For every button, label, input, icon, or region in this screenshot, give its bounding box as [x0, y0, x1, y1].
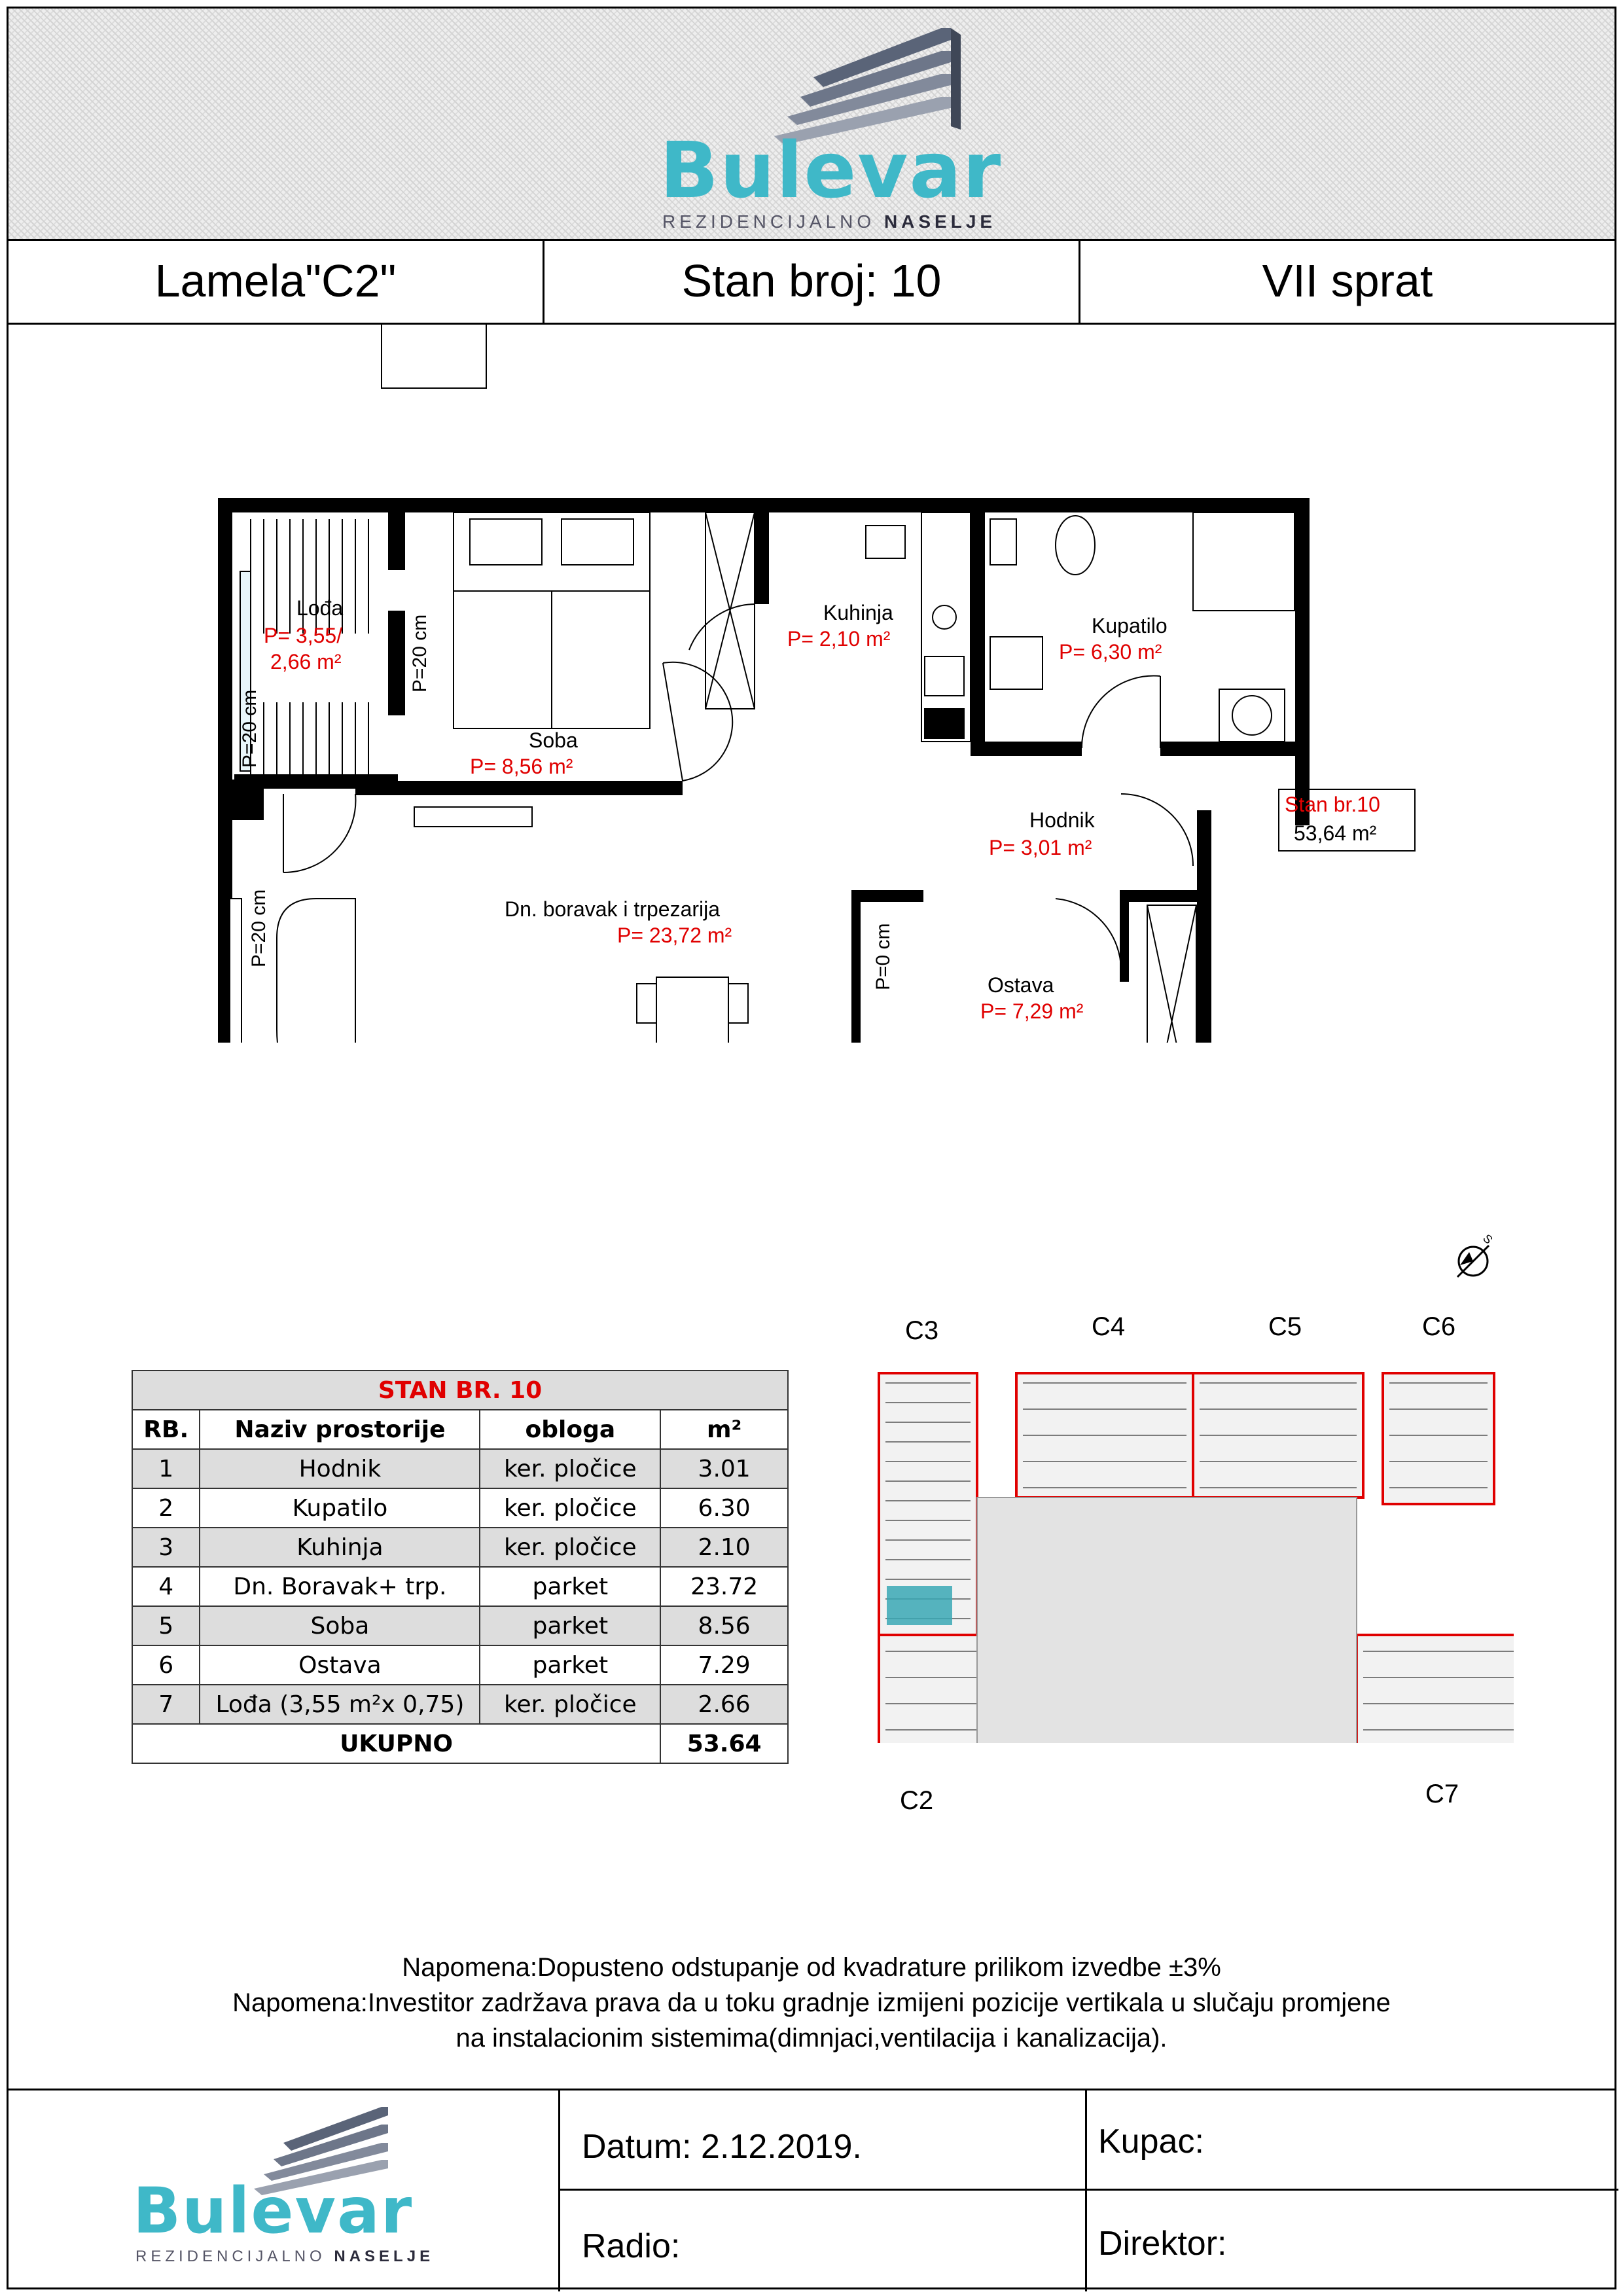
site-label-c2: C2 — [900, 1786, 934, 1815]
wall-ostava-top-r — [1128, 890, 1200, 902]
stan-area-box — [1278, 789, 1416, 852]
note-line: na instalacionim sistemima(dimnjaci,ventilacija i kanalizacija). — [455, 2024, 1168, 2053]
dim-p20-soba: P=20 cm — [409, 614, 431, 692]
dim-p20-living: P=20 cm — [248, 889, 270, 967]
col-header: obloga — [480, 1410, 660, 1449]
lodja-area-1: P= 3,55/ — [264, 624, 343, 647]
wall-right-upper — [1295, 498, 1310, 825]
table-row: 1 Hodnik ker. pločice 3.01 — [132, 1449, 788, 1488]
stan-number: Stan broj: 10 — [544, 239, 1080, 323]
lodja-name: Lođa — [296, 596, 344, 620]
footer-divider — [1085, 2090, 1087, 2291]
stan-box-area: 53,64 m² — [1294, 821, 1377, 845]
block-c6 — [1383, 1373, 1494, 1504]
wall-ostava-top — [851, 890, 923, 902]
courtyard — [977, 1498, 1357, 1743]
col-header: RB. — [132, 1410, 200, 1449]
footer-kupac: Kupac: — [1098, 2123, 1204, 2161]
table-row: 5 Soba parket 8.56 — [132, 1606, 788, 1645]
north-label: S — [1480, 1231, 1495, 1247]
room-table — [132, 1370, 789, 1764]
notes — [9, 1950, 1614, 2056]
boravak-name: Dn. boravak i trpezarija — [505, 897, 721, 921]
floor-label: VII sprat — [1262, 255, 1433, 306]
footer — [9, 2089, 1614, 2291]
table-row: 3 Kuhinja ker. pločice 2.10 — [132, 1528, 788, 1567]
bed — [454, 512, 650, 728]
total-label: UKUPNO — [132, 1724, 660, 1763]
note-line: Napomena:Investitor zadržava prava da u toku gradnje izmijeni pozicije vertikala u slučaju promjene — [232, 1988, 1391, 2017]
footer-radio: Radio: — [582, 2227, 681, 2265]
wall-soba-kuhinja — [755, 512, 769, 604]
lodja-area-2: 2,66 m² — [270, 650, 342, 673]
document-sheet — [7, 7, 1616, 2289]
north-arrow-icon — [1447, 1232, 1499, 1285]
wall-kupatilo-bottom — [971, 742, 1082, 756]
brand-tagline: REZIDENCIJALNO NASELJE — [135, 2248, 435, 2265]
table-total-row — [132, 1724, 788, 1763]
table-row: 2 Kupatilo ker. pločice 6.30 — [132, 1488, 788, 1528]
total-value: 53.64 — [660, 1724, 788, 1763]
stan-box-title: Stan br.10 — [1285, 793, 1380, 816]
footer-divider — [558, 2189, 1618, 2191]
living-window — [230, 899, 241, 1043]
ostava-area: P= 7,29 m² — [980, 999, 1084, 1023]
header-logo — [653, 15, 1020, 238]
kuhinja-area: P= 2,10 m² — [787, 627, 891, 651]
ostava-name: Ostava — [988, 973, 1054, 997]
brand-tagline: REZIDENCIJALNO NASELJE — [662, 211, 997, 232]
dim-p20-lodja: P=20 cm — [239, 689, 260, 768]
note-line: Napomena:Dopusteno odstupanje od kvadrature prilikom izvedbe ±3% — [402, 1953, 1221, 1982]
kuhinja-name: Kuhinja — [823, 601, 893, 624]
wall-right-lower — [1197, 810, 1211, 1043]
hodnik-area: P= 3,01 m² — [989, 836, 1092, 859]
boravak-area: P= 23,72 m² — [617, 924, 732, 947]
wall-soba-bottom — [355, 781, 683, 795]
footer-datum: Datum: 2.12.2019. — [582, 2128, 862, 2166]
hodnik-name: Hodnik — [1029, 808, 1095, 832]
wall-lodja-soba-a — [388, 512, 405, 570]
site-label-c6: C6 — [1422, 1312, 1456, 1341]
soba-area: P= 8,56 m² — [470, 755, 573, 778]
soba-name: Soba — [529, 728, 578, 752]
wall-kupatilo-left — [971, 512, 985, 755]
kupatilo-area: P= 6,30 m² — [1059, 640, 1162, 664]
footer-direktor: Direktor: — [1098, 2225, 1227, 2263]
kupatilo-name: Kupatilo — [1092, 614, 1168, 637]
brand-name: Bulevar — [133, 2174, 414, 2248]
table-title: STAN BR. 10 — [132, 1371, 788, 1410]
brand-name: Bulevar — [660, 125, 1003, 215]
wall-kupatilo-bottom-r — [1160, 742, 1304, 756]
wall-top — [218, 498, 1310, 512]
title-bar — [9, 239, 1614, 325]
site-label-c3: C3 — [905, 1316, 939, 1345]
site-plan — [859, 1285, 1514, 1743]
site-label-c7: C7 — [1425, 1780, 1459, 1808]
apartment-highlight — [887, 1586, 952, 1625]
table-row: 7 Lođa (3,55 m²x 0,75) ker. pločice 2.66 — [132, 1685, 788, 1724]
dim-p0-ostava: P=0 cm — [872, 923, 894, 990]
table-row: 4 Dn. Boravak+ trp. parket 23.72 — [132, 1567, 788, 1606]
footer-divider — [558, 2090, 560, 2291]
site-label-c5: C5 — [1268, 1312, 1302, 1341]
site-label-c4: C4 — [1092, 1312, 1126, 1341]
lamela-label: Lamela"C2" — [9, 239, 544, 323]
col-header: m² — [660, 1410, 788, 1449]
wall-lodja-soba-b — [388, 611, 405, 715]
wall-ostava-left — [851, 890, 861, 1043]
table-row: 6 Ostava parket 7.29 — [132, 1645, 788, 1685]
col-header: Naziv prostorije — [200, 1410, 480, 1449]
footer-logo — [126, 2097, 493, 2287]
